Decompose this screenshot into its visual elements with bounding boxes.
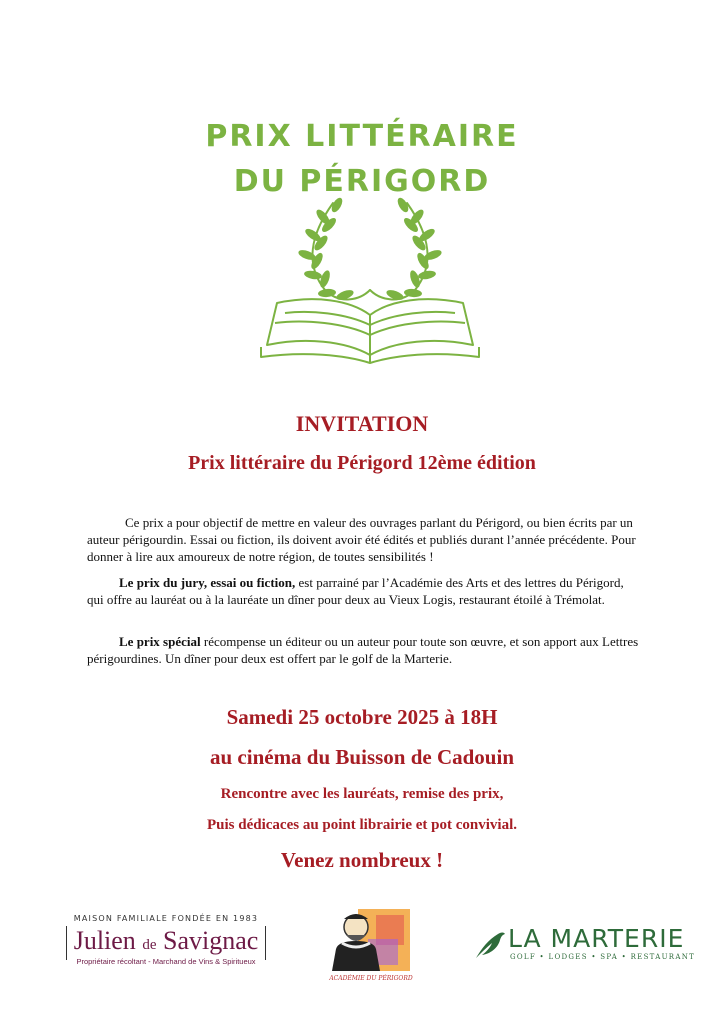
marterie-name: LA MARTERIE xyxy=(508,924,685,953)
jury-prize-paragraph xyxy=(87,574,643,608)
event-signing-line: Puis dédicaces au point librairie et pot convivial. xyxy=(207,817,517,833)
event-venue: au cinéma du Buisson de Cadouin xyxy=(209,745,515,769)
academie-caption: ACADÉMIE DU PÉRIGORD xyxy=(329,975,413,982)
jury-prize-text: est parrainé par l’Académie des Arts et des lettres du Périgord, qui offre au lauréat ou à la lauréate un dîner pour deux au Vieux Logis, restaurant étoilé à Trémolat. xyxy=(87,575,624,607)
academie-perigord-logo xyxy=(328,905,414,985)
julien-name-first: Julien xyxy=(73,926,143,955)
special-prize-title: Le prix spécial xyxy=(119,634,201,649)
julien-name-last: Savignac xyxy=(156,926,259,955)
logo-title-line2: DU PÉRIGORD xyxy=(233,164,491,199)
portrait-emblem-icon xyxy=(328,905,414,975)
bird-icon xyxy=(474,928,506,960)
logo-divider xyxy=(265,926,266,960)
julien-name-de: de xyxy=(142,937,157,953)
julien-de-savignac-logo xyxy=(66,914,266,976)
intro-text: Ce prix a pour objectif de mettre en valeur des ouvrages parlant du Périgord, ou bien écrits par un auteur périgourdin. Essai ou fiction, ils doivent avoir été édités et publiés durant l’année précédente. Pour donner à lire aux amoureux de notre région, de toutes sensibilités ! xyxy=(87,515,636,564)
event-meet-line: Rencontre avec les lauréats, remise des prix, xyxy=(220,786,504,802)
marterie-subtitle: GOLF • LODGES • SPA • RESTAURANT xyxy=(510,953,696,961)
julien-tagline: MAISON FAMILIALE FONDÉE EN 1983 xyxy=(73,914,259,923)
event-date: Samedi 25 octobre 2025 à 18H xyxy=(226,705,498,729)
julien-subtitle: Propriétaire récoltant - Marchand de Vins & Spiritueux xyxy=(76,957,256,966)
special-prize-paragraph xyxy=(87,633,643,667)
open-book-with-laurel-icon xyxy=(255,195,485,365)
edition-subtitle: Prix littéraire du Périgord 12ème édition xyxy=(188,452,536,474)
invitation-heading: INVITATION xyxy=(295,411,429,436)
jury-prize-title: Le prix du jury, essai ou fiction, xyxy=(119,575,296,590)
julien-name xyxy=(66,926,266,960)
intro-paragraph xyxy=(87,514,643,565)
la-marterie-logo xyxy=(474,924,696,968)
special-prize-text: récompense un éditeur ou un auteur pour toute son œuvre, et son apport aux Lettres périgourdines. Un dîner pour deux est offert par le golf de la Marterie. xyxy=(87,634,639,666)
come-many-line: Venez nombreux ! xyxy=(280,848,444,872)
logo-title-line1: PRIX LITTÉRAIRE xyxy=(205,119,519,154)
